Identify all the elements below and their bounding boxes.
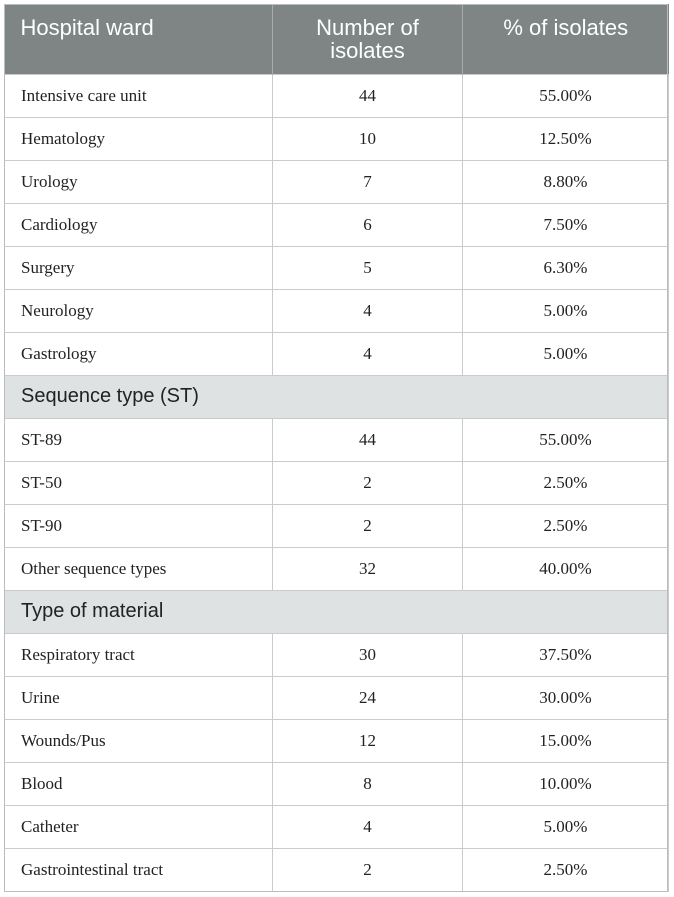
row-percent: 2.50% xyxy=(463,504,669,547)
row-label: Surgery xyxy=(5,246,273,289)
row-percent: 7.50% xyxy=(463,203,669,246)
table-row xyxy=(5,461,669,504)
table-row xyxy=(5,547,669,590)
table-row xyxy=(5,848,669,891)
row-count: 44 xyxy=(273,74,463,117)
table-body xyxy=(5,74,669,891)
row-count: 2 xyxy=(273,848,463,891)
row-percent: 37.50% xyxy=(463,633,669,676)
table-row xyxy=(5,633,669,676)
header-number-line1: Number of xyxy=(316,15,419,40)
row-label: Respiratory tract xyxy=(5,633,273,676)
row-label: Wounds/Pus xyxy=(5,719,273,762)
row-percent: 8.80% xyxy=(463,160,669,203)
row-label: Intensive care unit xyxy=(5,74,273,117)
header-row xyxy=(5,4,669,74)
row-percent: 10.00% xyxy=(463,762,669,805)
row-label: Gastrointestinal tract xyxy=(5,848,273,891)
row-percent: 2.50% xyxy=(463,848,669,891)
row-count: 5 xyxy=(273,246,463,289)
table-row xyxy=(5,719,669,762)
row-percent: 15.00% xyxy=(463,719,669,762)
header-number-line2: isolates xyxy=(330,38,405,63)
header-hospital-ward: Hospital ward xyxy=(5,4,273,74)
row-label: ST-90 xyxy=(5,504,273,547)
row-label: Blood xyxy=(5,762,273,805)
isolates-table xyxy=(4,4,669,892)
row-label: ST-50 xyxy=(5,461,273,504)
row-percent: 5.00% xyxy=(463,332,669,375)
row-label: Other sequence types xyxy=(5,547,273,590)
row-count: 44 xyxy=(273,418,463,461)
row-label: Catheter xyxy=(5,805,273,848)
table-row xyxy=(5,762,669,805)
table-row xyxy=(5,74,669,117)
row-percent: 2.50% xyxy=(463,461,669,504)
header-number-of-isolates xyxy=(273,4,463,74)
header-percent-of-isolates: % of isolates xyxy=(463,4,669,74)
row-count: 10 xyxy=(273,117,463,160)
row-label: Cardiology xyxy=(5,203,273,246)
table-row xyxy=(5,246,669,289)
table-row xyxy=(5,418,669,461)
row-count: 30 xyxy=(273,633,463,676)
section-sequence-type xyxy=(5,375,669,418)
row-percent: 6.30% xyxy=(463,246,669,289)
table-row xyxy=(5,676,669,719)
row-count: 4 xyxy=(273,289,463,332)
row-count: 32 xyxy=(273,547,463,590)
row-count: 6 xyxy=(273,203,463,246)
table-row xyxy=(5,203,669,246)
row-label: ST-89 xyxy=(5,418,273,461)
row-percent: 40.00% xyxy=(463,547,669,590)
section-type-of-material xyxy=(5,590,669,633)
table-row xyxy=(5,160,669,203)
section-sequence-type-title: Sequence type (ST) xyxy=(5,375,669,418)
row-label: Urology xyxy=(5,160,273,203)
row-count: 4 xyxy=(273,805,463,848)
row-label: Gastrology xyxy=(5,332,273,375)
row-count: 2 xyxy=(273,504,463,547)
row-label: Hematology xyxy=(5,117,273,160)
table-row xyxy=(5,289,669,332)
row-label: Urine xyxy=(5,676,273,719)
section-type-of-material-title: Type of material xyxy=(5,590,669,633)
table-row xyxy=(5,332,669,375)
row-count: 24 xyxy=(273,676,463,719)
row-percent: 55.00% xyxy=(463,418,669,461)
row-label: Neurology xyxy=(5,289,273,332)
row-count: 7 xyxy=(273,160,463,203)
table-row xyxy=(5,504,669,547)
row-percent: 30.00% xyxy=(463,676,669,719)
row-count: 8 xyxy=(273,762,463,805)
row-count: 2 xyxy=(273,461,463,504)
row-percent: 5.00% xyxy=(463,289,669,332)
row-percent: 55.00% xyxy=(463,74,669,117)
table-row xyxy=(5,117,669,160)
row-percent: 5.00% xyxy=(463,805,669,848)
row-count: 4 xyxy=(273,332,463,375)
row-percent: 12.50% xyxy=(463,117,669,160)
row-count: 12 xyxy=(273,719,463,762)
table-row xyxy=(5,805,669,848)
